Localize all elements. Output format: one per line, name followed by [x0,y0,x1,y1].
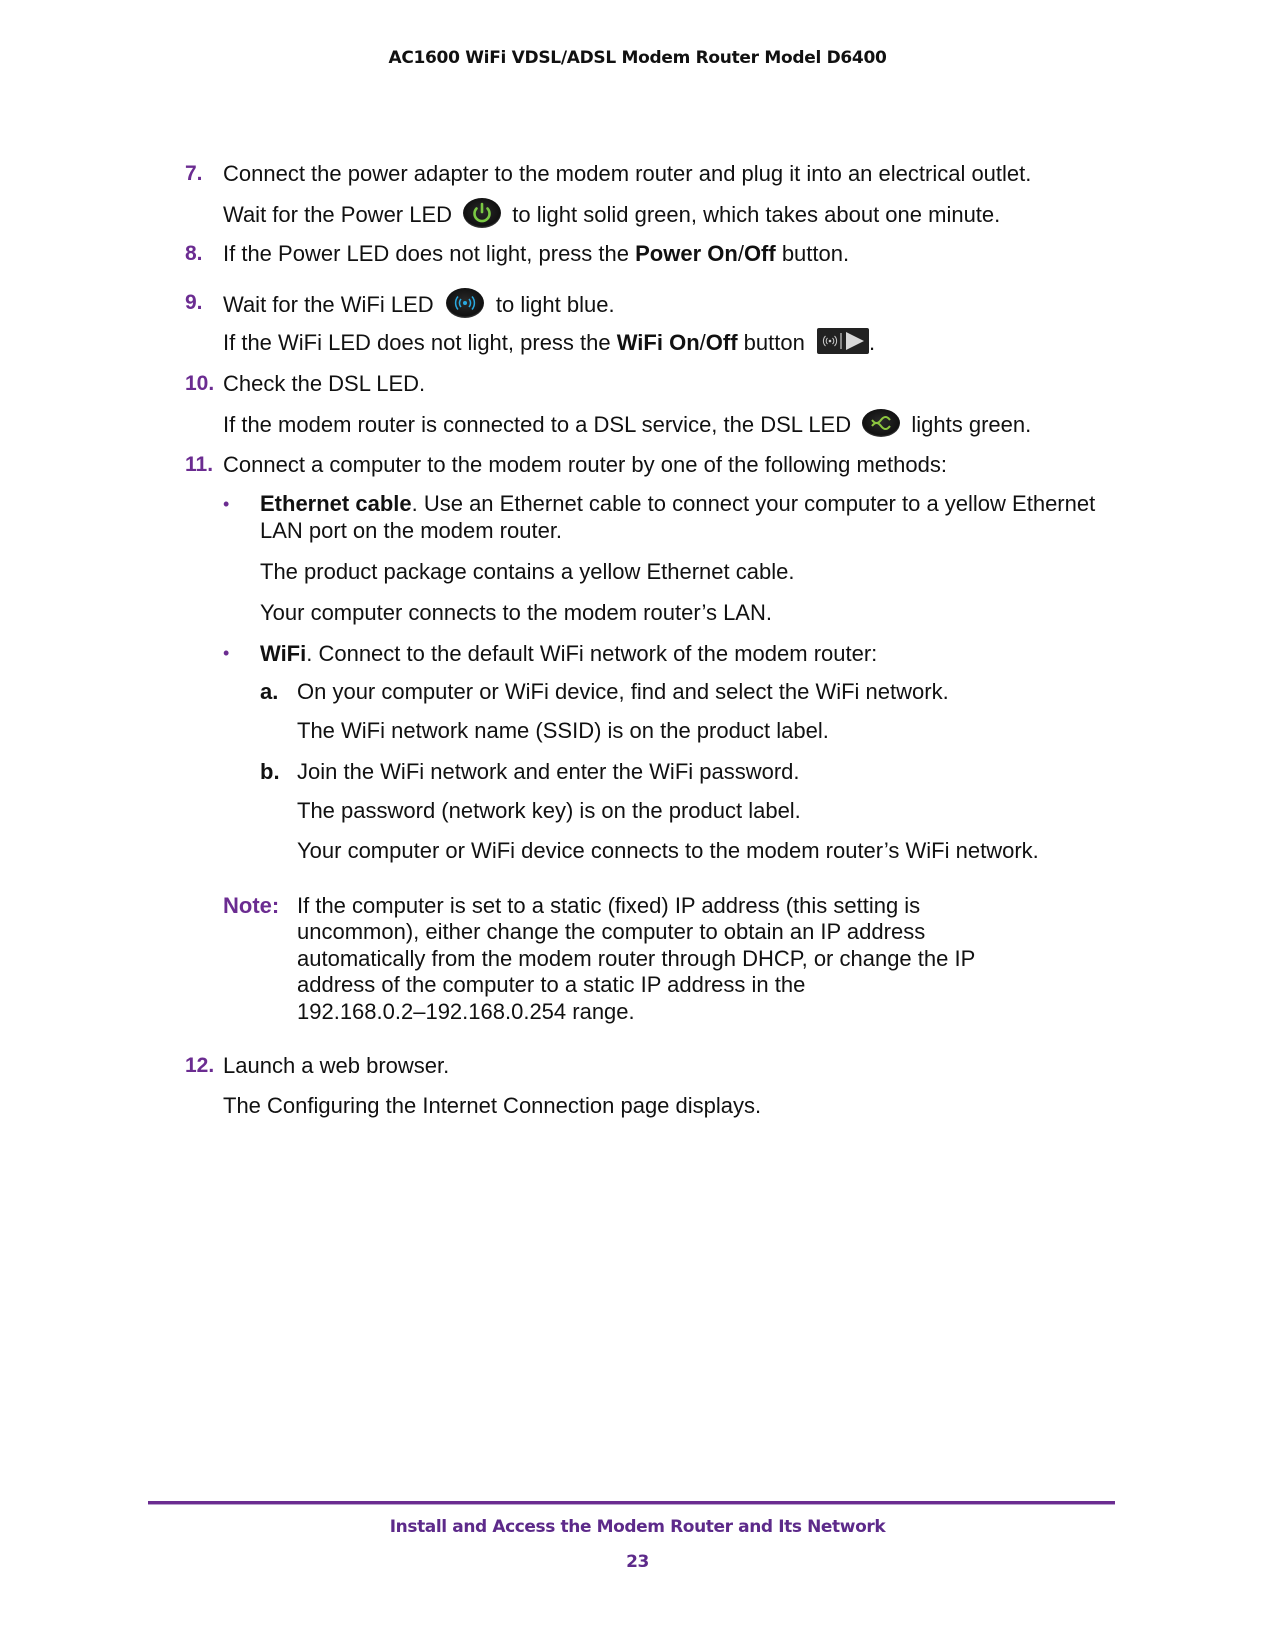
text-run: button [737,330,805,355]
wifi-led-icon [445,287,485,319]
step-number: 12. [185,1054,215,1077]
power-led-icon [462,197,502,229]
step-number: 10. [185,372,215,395]
bullet-text [260,491,1095,517]
step-number: 11. [185,453,214,476]
note-line: 192.168.0.2–192.168.0.254 range. [297,999,635,1024]
ethernet-cable-label: Ethernet cable [260,491,412,516]
wifi-button-icon [817,328,869,354]
dsl-led-icon [861,408,901,438]
note-line: automatically from the modem router through DHCP, or change the IP [297,946,976,971]
step-number: 9. [185,291,203,314]
step-text: Check the DSL LED. [223,371,426,396]
page-number: 23 [626,1552,649,1572]
text-run: If the Power LED does not light, press the [223,241,636,266]
wifi-label: WiFi [260,641,307,666]
step-number: 8. [185,242,203,265]
note-label: Note: [223,893,280,918]
substep-label: b. [260,759,280,784]
step-text: Launch a web browser. [223,1053,450,1078]
step-text [223,241,849,267]
substep-text: On your computer or WiFi device, find and select the WiFi network. [297,679,949,704]
text-run: If the WiFi LED does not light, press the [223,330,617,355]
text-run: . [868,330,876,355]
step-text [223,200,1000,232]
note-line: uncommon), either change the computer to obtain an IP address [297,919,926,944]
text-run: Wait for the WiFi LED [223,291,434,317]
power-off-label: Off [743,241,776,266]
text-run: . Connect to the default WiFi network of the modem router: [306,641,878,666]
substep-text: Join the WiFi network and enter the WiFi password. [297,759,800,784]
bullet-text [260,641,877,667]
text-run: . Use an Ethernet cable to connect your computer to a yellow Ethernet [411,491,1096,516]
paragraph: The password (network key) is on the product label. [297,798,801,823]
wifi-on-label: WiFi On [616,330,700,355]
text-run: If the modem router is connected to a DSL service, the DSL LED [223,411,852,437]
substep-label: a. [260,679,279,704]
step-text [223,330,875,357]
step-text [223,290,615,322]
step-text: Connect the power adapter to the modem router and plug it into an electrical outlet. [223,161,1032,186]
power-on-label: Power On [635,241,738,266]
note-line: address of the computer to a static IP address in the [297,972,806,997]
paragraph: The product package contains a yellow Ethernet cable. [260,559,795,584]
step-text [223,411,1031,441]
text-run: to light blue. [495,291,615,317]
step-text-pre: Wait for the Power LED [223,201,453,227]
text-run: button. [775,241,850,266]
step-text: Connect a computer to the modem router by one of the following methods: [223,452,947,477]
step-number: 7. [185,162,203,185]
paragraph: Your computer connects to the modem router’s LAN. [260,600,772,625]
footer-section-title: Install and Access the Modem Router and Its Network [389,1517,886,1537]
text-run: / [737,241,744,266]
note-line: If the computer is set to a static (fixed) IP address (this setting is [297,893,921,918]
footer-divider [148,1501,1115,1505]
bullet-text: LAN port on the modem router. [260,518,563,543]
paragraph: The WiFi network name (SSID) is on the product label. [297,718,829,743]
text-run: / [699,330,706,355]
step-text: The Configuring the Internet Connection page displays. [223,1093,762,1118]
text-run: lights green. [911,411,1032,437]
wifi-off-label: Off [705,330,738,355]
paragraph: Your computer or WiFi device connects to the modem router’s WiFi network. [297,838,1039,863]
step-text-post: to light solid green, which takes about one minute. [512,201,1001,227]
bullet-marker: • [223,643,230,663]
running-header: AC1600 WiFi VDSL/ADSL Modem Router Model D6400 [388,48,887,68]
bullet-marker: • [223,494,230,514]
